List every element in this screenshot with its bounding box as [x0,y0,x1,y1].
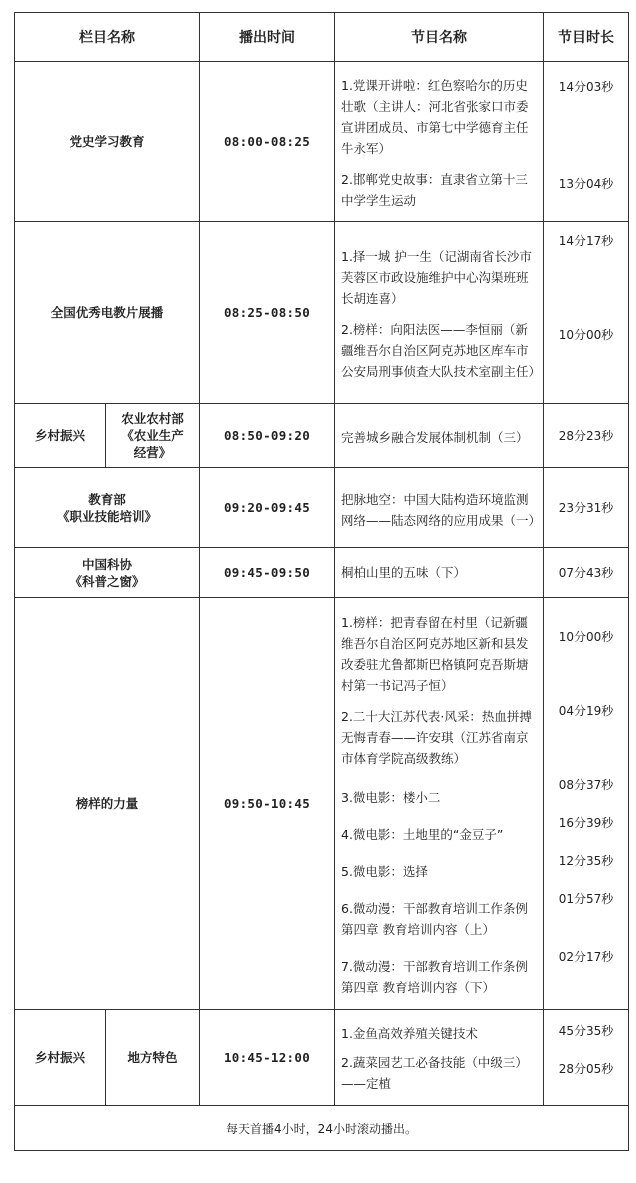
duration-value: 08分37秒 [558,778,614,792]
category-cell [15,548,200,598]
table-row [15,404,629,468]
program-item: 6.微动漫：干部教育培训工作条例 第四章 教育培训内容（上） [341,900,528,937]
subcategory-cell: 地方特色 [106,1010,200,1106]
subcategory-line: 《农业生产 [121,428,184,443]
time-cell: 08:50-09:20 [200,404,335,468]
program-cell [335,468,544,548]
duration-value: 13分04秒 [558,177,614,191]
program-item: 5.微电影：选择 [341,863,428,879]
subcategory-line: 经营》 [133,445,172,460]
program-cell [335,548,544,598]
program-item: 2.蔬菜园艺工必备技能（中级三）——定植 [341,1055,528,1091]
duration-value: 10分00秒 [558,328,614,342]
category-line: 《科普之窗》 [69,573,145,589]
footer-row [15,1106,629,1151]
duration-cell [544,1010,629,1106]
duration-value: 28分23秒 [558,429,614,443]
program-item: 1.榜样：把青春留在村里（记新疆维吾尔自治区阿克苏地区新和县发改委驻尤鲁都斯巴格镇阿克吾斯塘村第一书记冯子恒） [341,614,529,693]
program-item: 1.金鱼高效养殖关键技术 [341,1026,478,1041]
subcategory-line: 农业农村部 [121,411,184,426]
duration-cell [544,598,629,1010]
header-column-name: 栏目名称 [15,13,200,62]
duration-value: 16分39秒 [558,816,614,830]
duration-cell [544,222,629,404]
program-item: 2.榜样：向阳法医——李恒丽（新疆维吾尔自治区阿克苏地区库车市公安局刑事侦查大队技术室副主任） [341,322,542,379]
table-row [15,468,629,548]
table-row [15,598,629,1010]
program-item: 1.党课开讲啦：红色察哈尔的历史壮歌（主讲人：河北省张家口市委宣讲团成员、市第七中学德育主任牛永军） [341,78,529,156]
program-item: 3.微电影：楼小二 [341,789,441,805]
program-schedule-table [14,12,629,1151]
program-item: 4.微电影：土地里的“金豆子” [341,826,504,842]
duration-value: 28分05秒 [558,1062,614,1076]
category-cell [15,468,200,548]
duration-value: 02分17秒 [558,950,614,964]
duration-cell [544,404,629,468]
time-cell: 10:45-12:00 [200,1010,335,1106]
header-program-name: 节目名称 [335,13,544,62]
time-cell: 09:20-09:45 [200,468,335,548]
category-line: 教育部 [88,491,126,507]
duration-value: 10分00秒 [558,630,614,644]
table-row [15,548,629,598]
program-item: 完善城乡融合发展体制机制（三） [341,430,529,445]
category-cell: 乡村振兴 [15,1010,106,1106]
duration-cell [544,62,629,222]
table-row [15,222,629,404]
duration-cell [544,548,629,598]
time-cell: 09:50-10:45 [200,598,335,1010]
program-cell [335,222,544,404]
program-item: 2.邯郸党史故事：直隶省立第十三中学学生运动 [341,172,528,208]
header-row [15,13,629,62]
category-line: 中国科协 [81,556,132,572]
duration-value: 14分17秒 [558,234,614,248]
table-row [15,62,629,222]
time-cell: 09:45-09:50 [200,548,335,598]
program-cell [335,1010,544,1106]
footer-note: 每天首播4小时，24小时滚动播出。 [15,1106,629,1151]
duration-value: 23分31秒 [558,501,614,515]
duration-value: 01分57秒 [558,892,614,906]
duration-value: 04分19秒 [558,704,614,718]
duration-value: 45分35秒 [558,1024,614,1038]
category-cell: 全国优秀电教片展播 [15,222,200,404]
category-cell: 乡村振兴 [15,404,106,468]
program-item: 1.择一城 护一生（记湖南省长沙市芙蓉区市政设施维护中心沟渠班班长胡连喜） [341,249,532,306]
program-item: 2.二十大江苏代表·风采：热血拼搏 无悔青春——许安琪（江苏省南京市体育学院高级教练） [341,708,532,766]
header-duration: 节目时长 [544,13,629,62]
table-row [15,1010,629,1106]
duration-cell [544,468,629,548]
program-item: 桐柏山里的五味（下） [341,565,467,580]
duration-value: 07分43秒 [558,566,614,580]
program-cell [335,404,544,468]
time-cell: 08:25-08:50 [200,222,335,404]
subcategory-cell [106,404,200,468]
category-cell: 榜样的力量 [15,598,200,1010]
program-cell [335,598,544,1010]
duration-value: 14分03秒 [558,80,614,94]
program-item: 把脉地空：中国大陆构造环境监测网络——陆态网络的应用成果（一） [341,491,542,528]
header-broadcast-time: 播出时间 [200,13,335,62]
category-cell: 党史学习教育 [15,62,200,222]
duration-value: 12分35秒 [558,854,614,868]
program-cell [335,62,544,222]
program-item: 7.微动漫：干部教育培训工作条例 第四章 教育培训内容（下） [341,958,528,995]
category-line: 《职业技能培训》 [56,508,157,524]
time-cell: 08:00-08:25 [200,62,335,222]
